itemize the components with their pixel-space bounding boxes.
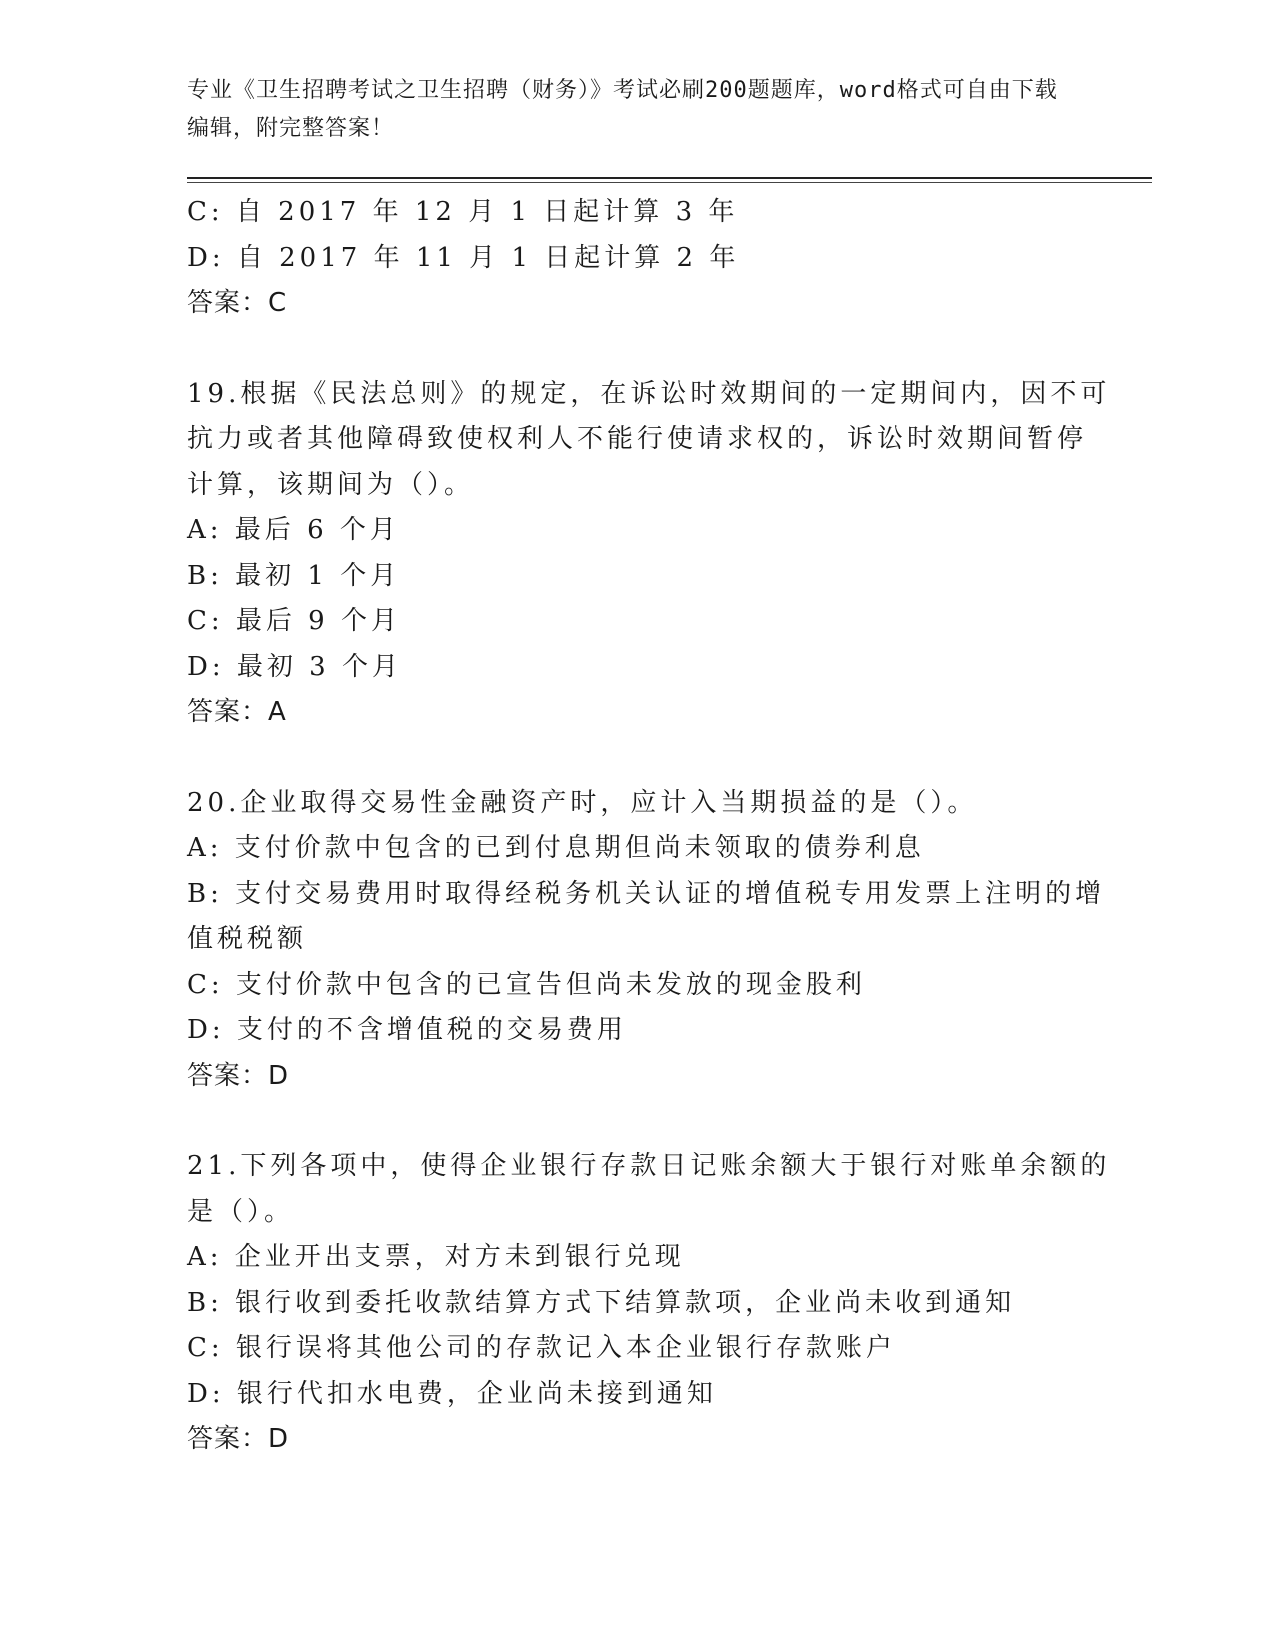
- question-stem: 20.企业取得交易性金融资产时，应计入当期损益的是（）。: [187, 787, 978, 818]
- header-divider-thick: [187, 177, 1152, 179]
- option-a: A: 支付价款中包含的已到付息期但尚未领取的债券利息: [187, 833, 925, 863]
- option-d: D: 自 2017 年 11 月 1 日起计算 2 年: [187, 242, 740, 273]
- answer-line: 答案：C: [187, 288, 288, 318]
- option-c: C: 支付价款中包含的已宣告但尚未发放的现金股利: [187, 969, 866, 1000]
- question-stem: 计算，该期间为（）。: [187, 469, 475, 500]
- header-text: 专业《卫生招聘考试之卫生招聘（财务）》考试必刷200题题库，word格式可自由下载编辑，附完整答案！: [187, 78, 1058, 141]
- header-divider-thin: [187, 182, 1152, 183]
- question-21: [187, 1144, 1111, 1463]
- question-content: [187, 190, 1111, 1463]
- option-a: A: 企业开出支票，对方未到银行兑现: [187, 1242, 685, 1272]
- option-b: B: 银行收到委托收款结算方式下结算款项，企业尚未收到通知: [187, 1287, 1016, 1318]
- option-c: C: 自 2017 年 12 月 1 日起计算 3 年: [187, 197, 739, 227]
- option-d: D: 支付的不含增值税的交易费用: [187, 1015, 627, 1045]
- question-stem: 是（）。: [187, 1196, 295, 1227]
- option-a: A: 最后 6 个月: [187, 515, 400, 545]
- page-header: [187, 72, 1067, 148]
- question-18-tail: [187, 190, 1087, 327]
- option-b: B: 最初 1 个月: [187, 560, 401, 591]
- option-b: B: 支付交易费用时取得经税务机关认证的增值税专用发票上注明的增: [187, 878, 1106, 909]
- option-c: C: 最后 9 个月: [187, 606, 401, 636]
- question-stem: 抗力或者其他障碍致使权利人不能行使请求权的，诉讼时效期间暂停: [187, 424, 1088, 454]
- answer-line: 答案：D: [187, 1424, 290, 1454]
- question-stem: 19.根据《民法总则》的规定，在诉讼时效期间的一定期间内，因不可: [187, 378, 1111, 409]
- option-d: D: 银行代扣水电费，企业尚未接到通知: [187, 1378, 717, 1409]
- option-d: D: 最初 3 个月: [187, 651, 402, 682]
- question-stem: 21.下列各项中，使得企业银行存款日记账余额大于银行对账单余额的: [187, 1151, 1111, 1181]
- option-b-continued: 值税税额: [187, 924, 308, 954]
- question-19: [187, 372, 1111, 736]
- answer-line: 答案：A: [187, 697, 287, 727]
- question-20: [187, 781, 1106, 1100]
- option-c: C: 银行误将其他公司的存款记入本企业银行存款账户: [187, 1333, 896, 1363]
- answer-line: 答案：D: [187, 1060, 290, 1091]
